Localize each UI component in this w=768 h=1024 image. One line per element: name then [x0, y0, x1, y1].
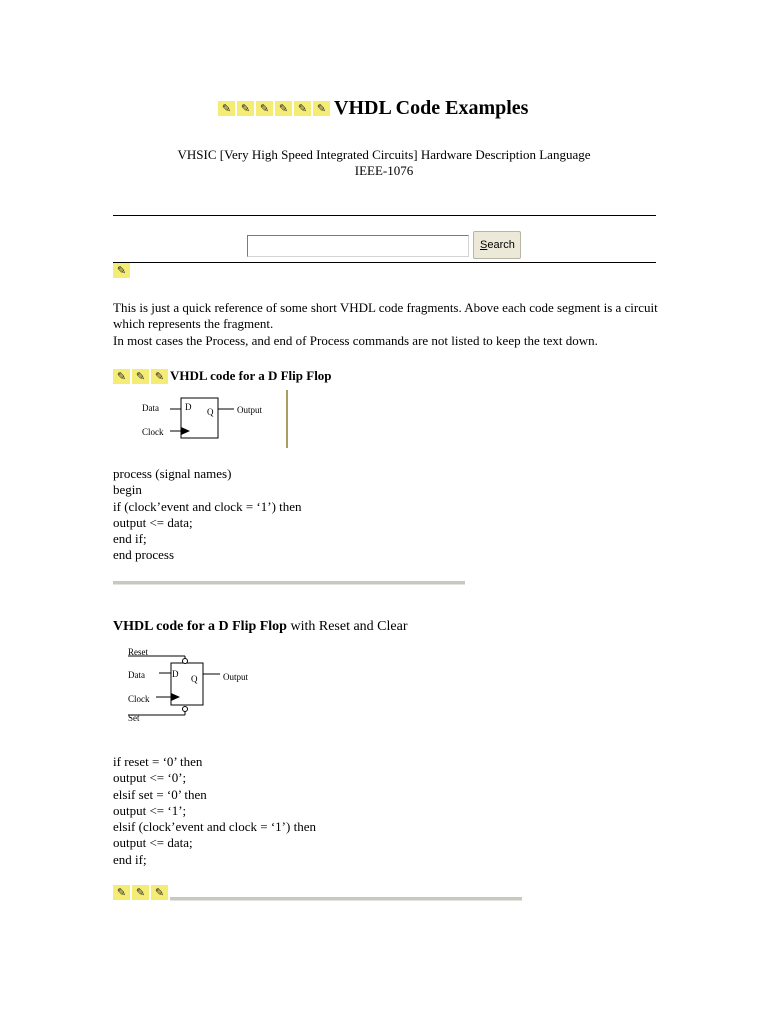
d-flipflop-reset-diagram	[126, 645, 266, 725]
code-line: process (signal names)	[113, 466, 232, 481]
pencil-icon[interactable]: ✎	[113, 369, 130, 384]
intro-line2: In most cases the Process, and end of Process commands are not listed to keep the text down.	[113, 332, 598, 348]
divider-section1	[113, 581, 465, 585]
code-line: if (clock’event and clock = ‘1’) then	[113, 498, 302, 514]
intro-line1: This is just a quick reference of some short VHDL code fragments. Above each code segment is a circuit which represents the fragment.	[113, 300, 658, 332]
section2-heading-rest: with Reset and Clear	[286, 619, 408, 634]
d-flipflop-diagram	[140, 390, 300, 452]
code-line: end process	[113, 547, 175, 563]
search-button[interactable]: Search	[473, 231, 521, 259]
footer-icon-row	[113, 885, 170, 900]
search-input[interactable]	[247, 235, 469, 257]
section1-heading-text: VHDL code for a D Flip Flop	[170, 368, 332, 383]
pencil-icon[interactable]: ✎	[113, 885, 130, 900]
diagram-label-clock: Clock	[128, 694, 150, 704]
pencil-icon[interactable]: ✎	[218, 101, 235, 116]
diagram-label-set: Set	[128, 713, 140, 723]
section1-heading	[113, 368, 332, 384]
page-title-row	[218, 94, 528, 122]
diagram-label-q: Q	[207, 407, 214, 417]
code-line: if reset = ‘0’ then	[113, 754, 203, 769]
pencil-icon[interactable]: ✎	[151, 369, 168, 384]
code-line: elsif (clock’event and clock = ‘1’) then	[113, 819, 316, 835]
diagram-label-d: D	[172, 669, 179, 679]
diagram-label-output: Output	[237, 405, 263, 415]
diagram-label-output: Output	[223, 672, 249, 682]
pencil-icon[interactable]: ✎	[313, 101, 330, 116]
code-line: elsif set = ‘0’ then	[113, 786, 207, 802]
pencil-icon[interactable]: ✎	[113, 263, 130, 278]
code-line: end if;	[113, 851, 147, 867]
code-line: output <= ‘0’;	[113, 770, 187, 786]
page-title: VHDL Code Examples	[334, 96, 529, 119]
section2-code	[113, 754, 316, 868]
pencil-icon[interactable]: ✎	[132, 369, 149, 384]
pencil-icon[interactable]: ✎	[151, 885, 168, 900]
title-icon-row	[218, 101, 332, 116]
pencil-icon[interactable]: ✎	[256, 101, 273, 116]
code-line: end if;	[113, 531, 147, 547]
intro-text	[113, 300, 673, 349]
diagram-label-data: Data	[128, 670, 145, 680]
diagram-label-clock: Clock	[142, 427, 164, 437]
divider-footer	[170, 897, 522, 901]
section2-heading	[113, 619, 408, 635]
diagram-label-reset: Reset	[128, 647, 148, 657]
section2-heading-bold: VHDL code for a D Flip Flop	[113, 619, 287, 634]
diagram-label-data: Data	[142, 403, 159, 413]
diagram-label-q: Q	[191, 674, 198, 684]
pencil-icon[interactable]: ✎	[237, 101, 254, 116]
code-line: output <= data;	[113, 514, 193, 530]
code-line: output <= data;	[113, 835, 193, 851]
code-line: output <= ‘1’;	[113, 802, 187, 818]
section1-code	[113, 466, 302, 564]
code-line: begin	[113, 482, 142, 498]
pencil-icon[interactable]: ✎	[294, 101, 311, 116]
subtitle-line2: IEEE-1076	[354, 163, 414, 178]
pencil-icon[interactable]: ✎	[275, 101, 292, 116]
divider-search	[113, 262, 656, 263]
pencil-icon[interactable]: ✎	[132, 885, 149, 900]
divider-top	[113, 215, 656, 216]
subtitle-line1: VHSIC [Very High Speed Integrated Circuits] Hardware Description Language	[177, 147, 591, 162]
diagram-label-d: D	[185, 402, 192, 412]
